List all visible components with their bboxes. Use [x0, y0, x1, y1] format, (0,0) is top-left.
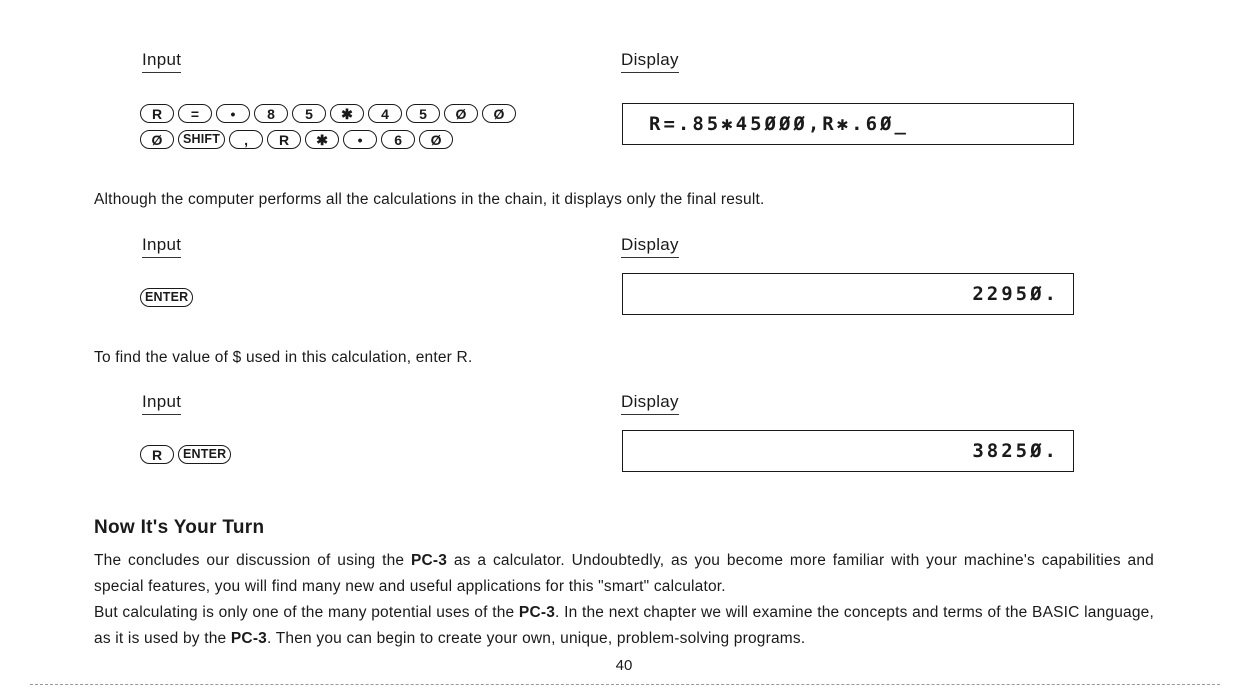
paragraph-text: The concludes our discussion of using the [94, 552, 411, 569]
key-0: Ø [140, 130, 174, 149]
key-sequence [140, 288, 193, 307]
key-decimal-point: • [343, 130, 377, 149]
input-column-heading: Input [142, 50, 181, 73]
key-8: 8 [254, 104, 288, 123]
display-text: 2295Ø. [972, 283, 1059, 305]
display-column-heading: Display [621, 50, 679, 73]
key-r: R [140, 104, 174, 123]
key-5: 5 [292, 104, 326, 123]
key-r: R [140, 445, 174, 464]
paragraph-text: . In the next chapter we will examine the concepts and terms of the BASIC language, as it is used by the [94, 604, 1154, 647]
calculator-display-2 [622, 273, 1074, 315]
key-equals: = [178, 104, 212, 123]
key-sequence-row-1 [140, 104, 516, 123]
section-heading: Now It's Your Turn [94, 517, 265, 538]
key-sequence-row-2 [140, 130, 453, 149]
key-enter: ENTER [178, 445, 231, 464]
explanation-text-1: Although the computer performs all the calculations in the chain, it displays only the final result. [94, 191, 765, 208]
key-6: 6 [381, 130, 415, 149]
model-name: PC-3 [411, 552, 448, 569]
key-shift: SHIFT [178, 130, 225, 149]
key-r: R [267, 130, 301, 149]
key-comma: , [229, 130, 263, 149]
body-paragraph [94, 548, 1154, 652]
model-name: PC-3 [230, 630, 268, 647]
input-column-heading: Input [142, 235, 181, 258]
key-decimal-point: • [216, 104, 250, 123]
key-multiply: ✱ [305, 130, 339, 149]
display-text: R=.85✱45ØØØ,R✱.6Ø_ [649, 113, 909, 135]
paragraph-text: But calculating is only one of the many potential uses of the [94, 604, 519, 621]
explanation-text-2: To find the value of $ used in this calculation, enter R. [94, 349, 473, 366]
key-4: 4 [368, 104, 402, 123]
paragraph-text: . Then you can begin to create your own, unique, problem-solving programs. [267, 630, 806, 647]
key-sequence [140, 445, 231, 464]
display-column-heading: Display [621, 392, 679, 415]
display-column-heading: Display [621, 235, 679, 258]
footer-rule [30, 684, 1220, 685]
key-multiply: ✱ [330, 104, 364, 123]
key-enter: ENTER [140, 288, 193, 307]
calculator-display-1 [622, 103, 1074, 145]
page-number: 40 [615, 657, 633, 674]
model-name: PC-3 [518, 604, 556, 621]
display-text: 3825Ø. [972, 440, 1059, 462]
key-5: 5 [406, 104, 440, 123]
calculator-display-3 [622, 430, 1074, 472]
paragraph-text: as a calculator. Undoubtedly, as you become more familiar with your machine's capabilities and special features, you will find many new and useful applications for this "smart" calculator. [94, 552, 1154, 595]
key-0: Ø [419, 130, 453, 149]
input-column-heading: Input [142, 392, 181, 415]
key-0: Ø [482, 104, 516, 123]
key-0: Ø [444, 104, 478, 123]
